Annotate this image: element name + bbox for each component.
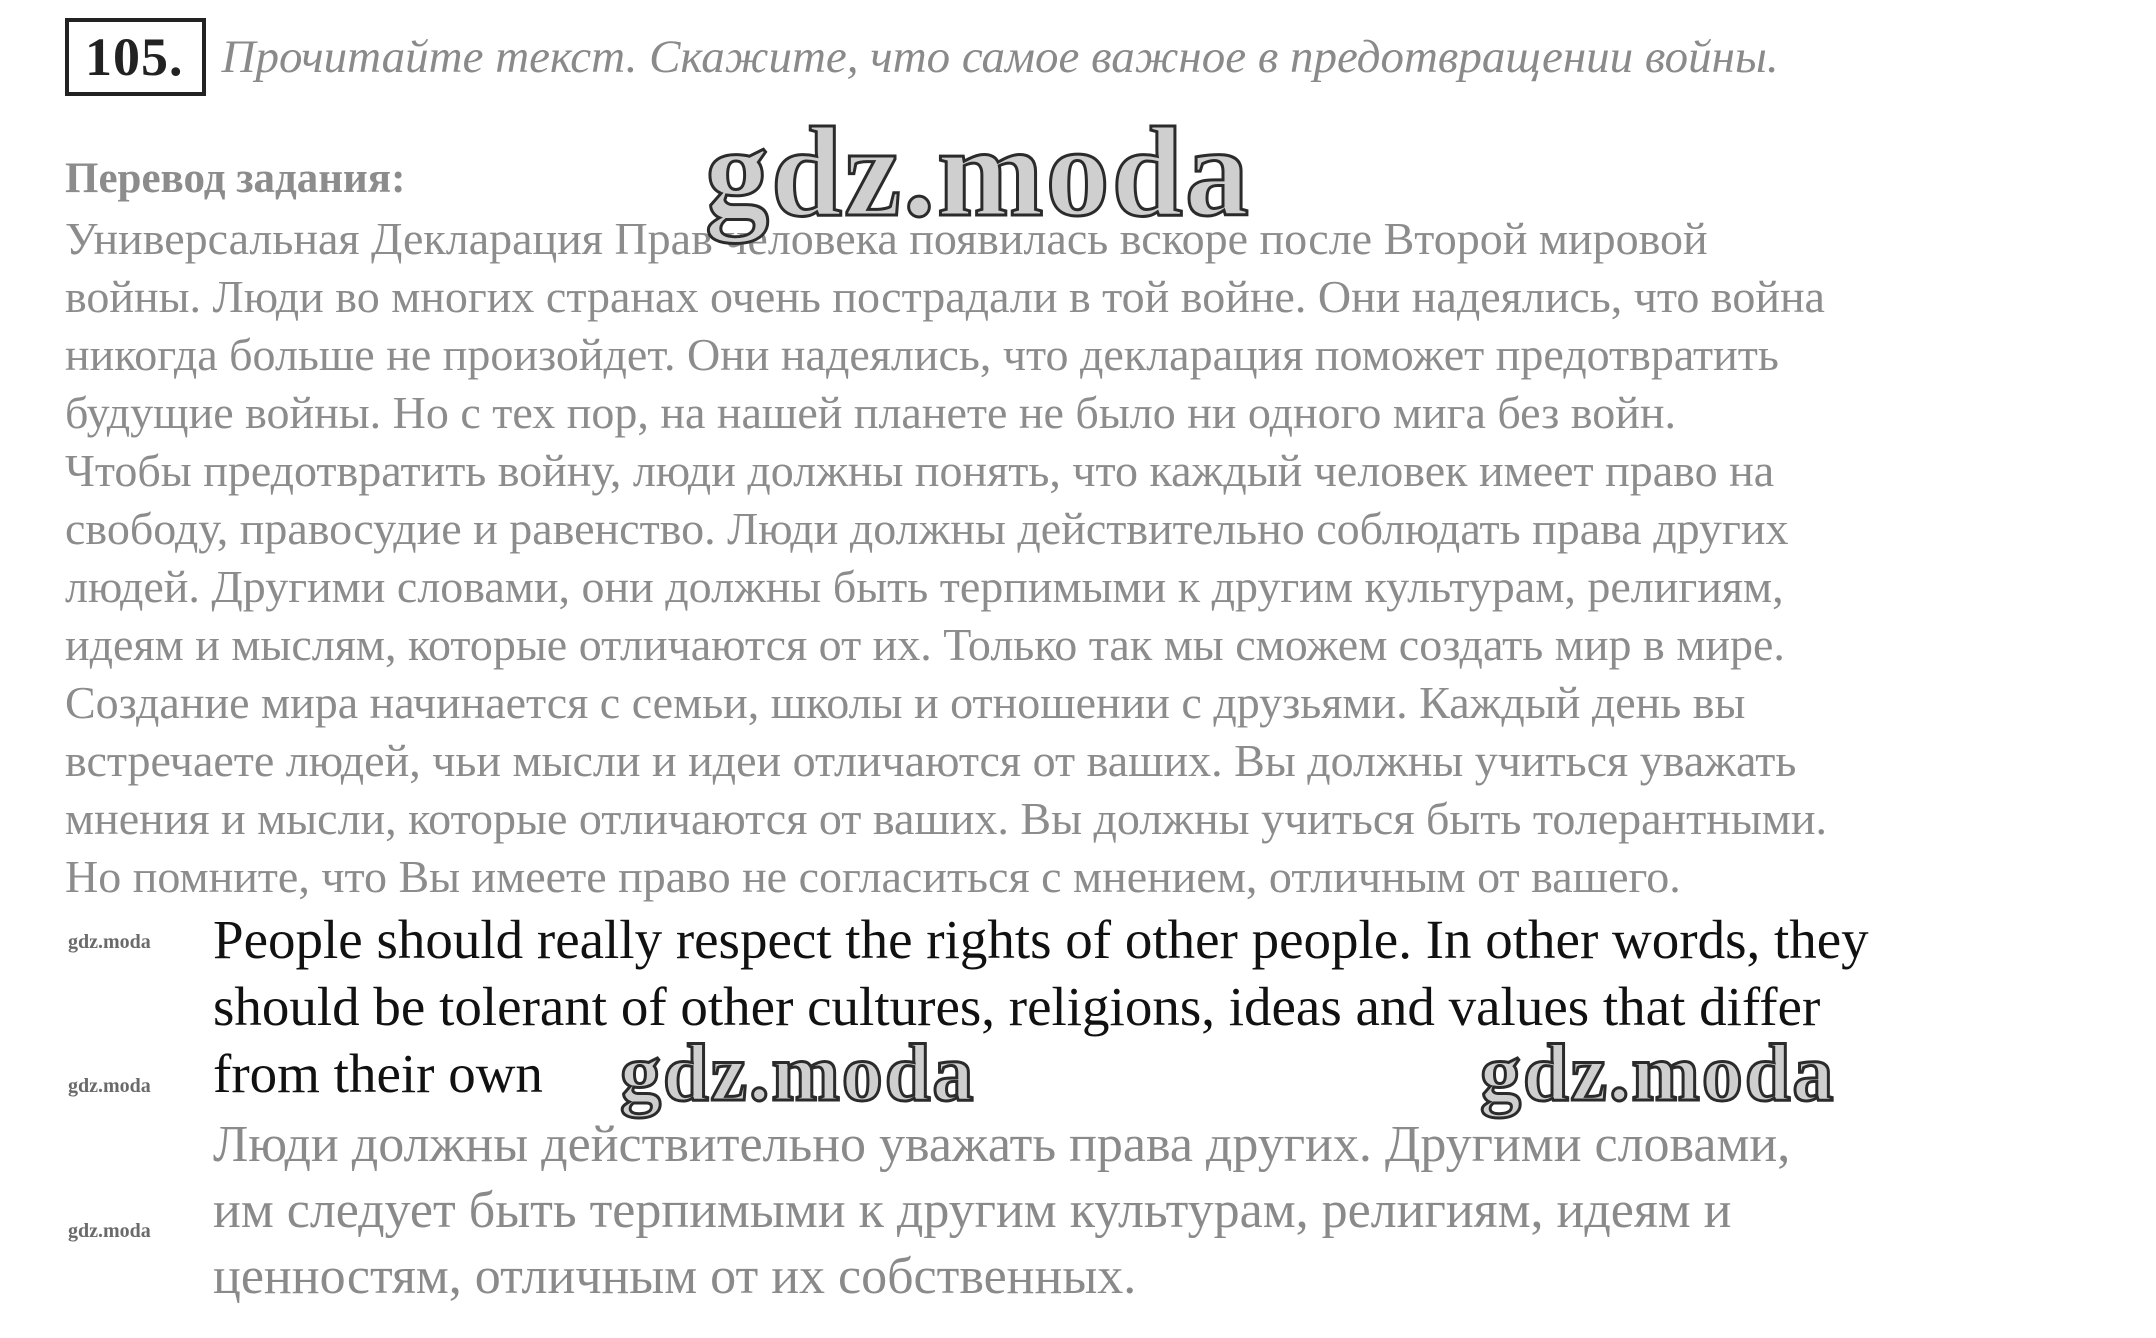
translation-line: Создание мира начинается с семьи, школы и отношении с друзьями. Каждый день вы — [65, 677, 1746, 728]
translation-line: никогда больше не произойдет. Они надеялись, что декларация поможет предотвратить — [65, 329, 1779, 380]
task-number-badge: 105. — [65, 18, 206, 96]
translation-line: Чтобы предотвратить войну, люди должны понять, что каждый человек имеет право на — [65, 445, 1775, 496]
answer-english-line: People should really respect the rights of other people. In other words, they — [213, 909, 1869, 970]
watermark-logo-large: gdz.moda — [705, 101, 1251, 243]
side-watermark-3: gdz.moda — [68, 1220, 151, 1242]
translation-line: встречаете людей, чьи мысли и идеи отличаются от ваших. Вы должны учиться уважать — [65, 735, 1797, 786]
translation-line: свободу, правосудие и равенство. Люди должны действительно соблюдать права других — [65, 503, 1789, 554]
answer-russian-line: Люди должны действительно уважать права других. Другими словами, — [213, 1116, 1791, 1173]
translation-line: будущие войны. Но с тех пор, на нашей планете не было ни одного мига без войн. — [65, 387, 1676, 438]
translation-line: войны. Люди во многих странах очень пострадали в той войне. Они надеялись, что война — [65, 271, 1825, 322]
watermark-logo-mid-left: gdz.moda — [620, 1027, 976, 1118]
answer-english-line: from their own — [213, 1043, 543, 1104]
answer-russian — [213, 1112, 1790, 1310]
answer-russian-line: ценностям, отличным от их собственных. — [213, 1248, 1137, 1305]
side-watermark-2: gdz.moda — [68, 1075, 151, 1097]
translation-line: Но помните, что Вы имеете право не согласиться с мнением, отличным от вашего. — [65, 851, 1681, 902]
translation-line: мнения и мысли, которые отличаются от ваших. Вы должны учиться быть толерантными. — [65, 793, 1828, 844]
translation-body — [65, 210, 2125, 906]
side-watermark-1: gdz.moda — [68, 931, 151, 953]
translation-heading: Перевод задания: — [65, 155, 406, 202]
translation-line: Универсальная Декларация Прав человека появилась вскоре после Второй мировой — [65, 213, 1708, 264]
translation-line: идеям и мыслям, которые отличаются от их. Только так мы сможем создать мир в мире. — [65, 619, 1785, 670]
answer-english-line: should be tolerant of other cultures, religions, ideas and values that differ — [213, 976, 1821, 1037]
answer-russian-line: им следует быть терпимыми к другим культурам, религиям, идеям и — [213, 1182, 1732, 1239]
task-instruction: Прочитайте текст. Скажите, что самое важное в предотвращении войны. — [221, 31, 1779, 83]
translation-line: людей. Другими словами, они должны быть терпимыми к другим культурам, религиям, — [65, 561, 1784, 612]
watermark-logo-mid-right: gdz.moda — [1480, 1027, 1836, 1118]
task-header — [65, 18, 1779, 96]
